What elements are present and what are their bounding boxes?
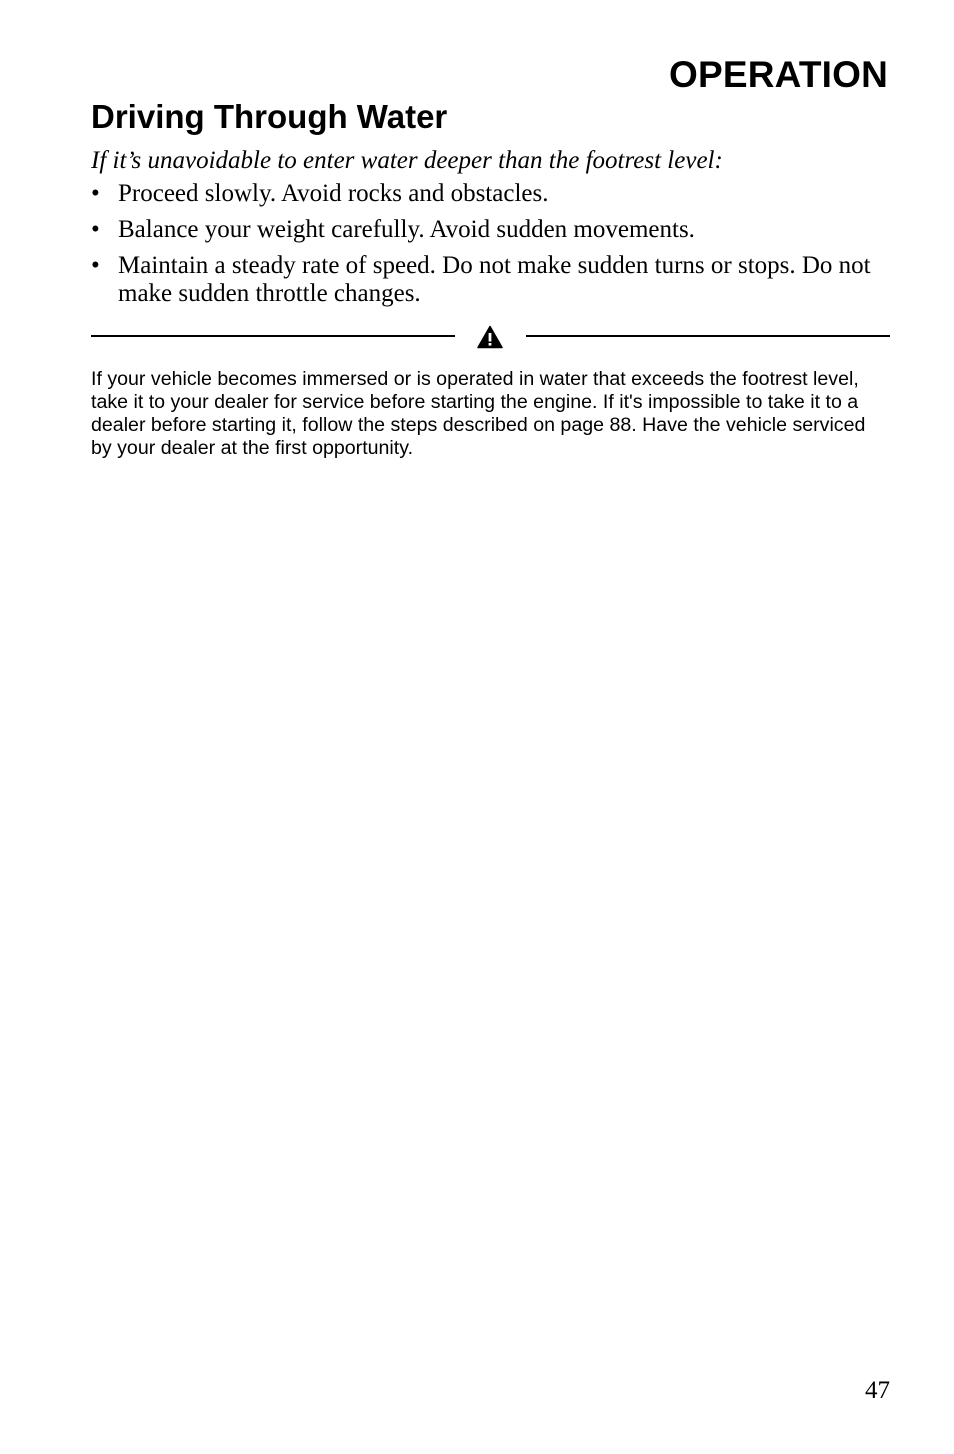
list-item-text: Maintain a steady rate of speed. Do not make sudden turns or stops. Do not make sudden throttle changes.: [118, 252, 871, 307]
warning-triangle-icon: [477, 325, 503, 349]
warning-text: If your vehicle becomes immersed or is operated in water that exceeds the footrest level, take it to your dealer for service before starting the engine. If it's impossible to take it to a dealer before starting it, follow the steps described on page 88. Have the vehicle serviced by your dealer at the first opportunity.: [91, 368, 866, 459]
bullet-mark: •: [91, 252, 100, 279]
warning-divider: [91, 322, 890, 352]
list-item: [91, 180, 891, 208]
divider-line-right: [526, 335, 890, 337]
page-title: Driving Through Water: [91, 98, 448, 135]
bullet-mark: •: [91, 216, 100, 243]
page-number: 47: [865, 1377, 890, 1404]
divider-line-left: [91, 335, 455, 337]
bullet-list: [91, 180, 891, 316]
list-item: [91, 252, 891, 308]
intro-text: If it’s unavoidable to enter water deeper than the footrest level:: [91, 147, 723, 174]
list-item-text: Balance your weight carefully. Avoid sudden movements.: [118, 216, 695, 243]
section-header: OPERATION: [668, 54, 888, 95]
list-item: [91, 216, 891, 244]
list-item-text: Proceed slowly. Avoid rocks and obstacles.: [118, 180, 549, 207]
bullet-mark: •: [91, 180, 100, 207]
